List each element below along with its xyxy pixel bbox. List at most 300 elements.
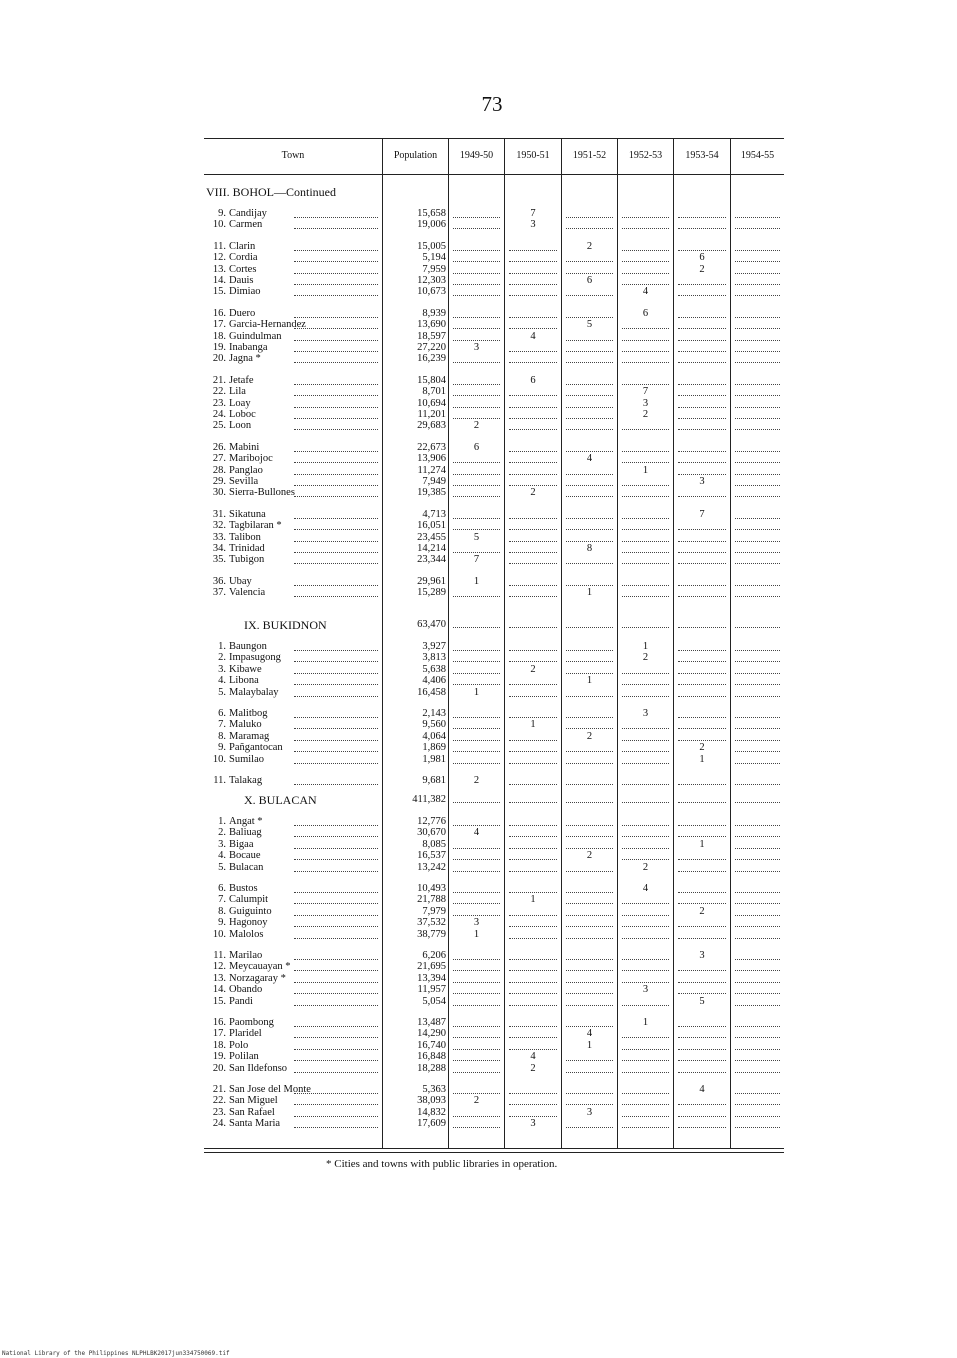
leader-dots	[622, 541, 669, 542]
leader-dots	[678, 1072, 726, 1073]
table-row	[204, 1040, 784, 1051]
leader-dots	[566, 362, 613, 363]
town-name: Cortes	[229, 263, 257, 275]
town-name: Jetafe	[229, 374, 254, 386]
leader-dots	[678, 784, 726, 785]
year-value: 5	[473, 531, 480, 543]
row-number: 6.	[218, 708, 226, 719]
leader-dots	[453, 1072, 500, 1073]
population-value: 18,288	[417, 1062, 446, 1074]
table-row	[204, 731, 784, 742]
leader-dots	[294, 915, 378, 916]
leader-dots	[735, 859, 780, 860]
leader-dots	[453, 684, 500, 685]
leader-dots	[294, 496, 378, 497]
leader-dots	[735, 552, 780, 553]
town-name: Paombong	[229, 1017, 274, 1028]
leader-dots	[735, 496, 780, 497]
row-number: 4.	[218, 675, 226, 687]
leader-dots	[509, 751, 557, 752]
section-population: 63,470	[417, 619, 446, 630]
town-name: Polilan	[229, 1051, 259, 1063]
leader-dots	[453, 740, 500, 741]
town-name: Jagna *	[229, 353, 261, 365]
population-value: 38,093	[417, 1095, 446, 1107]
leader-dots	[735, 1093, 780, 1094]
leader-dots	[509, 784, 557, 785]
population-value: 19,006	[417, 219, 446, 231]
town-name: Pandi	[229, 995, 253, 1007]
leader-dots	[509, 585, 557, 586]
leader-dots	[622, 859, 669, 860]
leader-dots	[509, 650, 557, 651]
leader-dots	[678, 384, 726, 385]
leader-dots	[294, 717, 378, 718]
leader-dots	[453, 496, 500, 497]
year-value: 3	[586, 1106, 593, 1118]
population-value: 11,201	[417, 409, 446, 420]
leader-dots	[566, 751, 613, 752]
leader-dots	[678, 328, 726, 329]
leader-dots	[622, 1005, 669, 1006]
leader-dots	[509, 261, 557, 262]
leader-dots	[453, 859, 500, 860]
leader-dots	[566, 451, 613, 452]
leader-dots	[678, 395, 726, 396]
leader-dots	[622, 462, 669, 463]
table-row	[204, 442, 784, 453]
leader-dots	[735, 340, 780, 341]
leader-dots	[735, 250, 780, 251]
leader-dots	[566, 1005, 613, 1006]
leader-dots	[678, 871, 726, 872]
leader-dots	[678, 1116, 726, 1117]
town-name: Libona	[229, 675, 259, 687]
leader-dots	[294, 250, 378, 251]
leader-dots	[622, 429, 669, 430]
row-number: 13.	[212, 972, 226, 984]
row-number: 18.	[212, 330, 226, 342]
leader-dots	[566, 485, 613, 486]
town-name: San Rafael	[229, 1106, 275, 1118]
leader-dots	[294, 552, 378, 553]
leader-dots	[622, 1093, 669, 1094]
header-year: 1949-50	[459, 150, 494, 161]
leader-dots	[566, 1127, 613, 1128]
row-number: 13.	[212, 263, 226, 275]
town-name: Loay	[229, 397, 251, 409]
leader-dots	[622, 1127, 669, 1128]
town-name: Baliuag	[229, 827, 262, 839]
leader-dots	[453, 892, 500, 893]
leader-dots	[453, 1060, 500, 1061]
leader-dots	[294, 462, 378, 463]
table-row	[204, 453, 784, 464]
table-row	[204, 465, 784, 476]
leader-dots	[566, 496, 613, 497]
leader-dots	[509, 763, 557, 764]
leader-dots	[566, 529, 613, 530]
population-value: 12,303	[417, 275, 446, 286]
leader-dots	[678, 228, 726, 229]
leader-dots	[294, 529, 378, 530]
leader-dots	[566, 871, 613, 872]
population-value: 7,979	[422, 905, 446, 917]
table-row	[204, 1063, 784, 1074]
town-name: Duero	[229, 307, 256, 319]
leader-dots	[453, 340, 500, 341]
leader-dots	[509, 825, 557, 826]
population-value: 16,537	[417, 850, 446, 862]
population-value: 11,957	[417, 984, 446, 996]
leader-dots	[294, 429, 378, 430]
population-value: 18,597	[417, 330, 446, 342]
town-name: Malaybalay	[229, 686, 279, 698]
leader-dots	[566, 825, 613, 826]
row-number: 8.	[218, 730, 226, 742]
year-value: 2	[530, 487, 536, 499]
leader-dots	[509, 938, 557, 939]
year-value: 2	[586, 850, 593, 862]
leader-dots	[509, 661, 557, 662]
year-value: 1	[530, 719, 536, 731]
table-row	[204, 950, 784, 961]
leader-dots	[566, 407, 613, 408]
leader-dots	[566, 993, 613, 994]
leader-dots	[735, 485, 780, 486]
leader-dots	[735, 1072, 780, 1073]
town-name: Bustos	[229, 883, 258, 894]
leader-dots	[566, 351, 613, 352]
leader-dots	[509, 1049, 557, 1050]
row-number: 17.	[212, 319, 226, 331]
leader-dots	[509, 959, 557, 960]
leader-dots	[678, 407, 726, 408]
year-value: 4	[586, 1028, 593, 1040]
leader-dots	[509, 284, 557, 285]
leader-dots	[678, 859, 726, 860]
leader-dots	[294, 784, 378, 785]
row-number: 17.	[212, 1028, 226, 1040]
table-row	[204, 687, 784, 698]
leader-dots	[622, 982, 669, 983]
leader-dots	[453, 871, 500, 872]
year-value: 3	[473, 342, 480, 353]
year-value: 3	[530, 219, 536, 231]
leader-dots	[294, 474, 378, 475]
town-name: Plaridel	[229, 1028, 262, 1040]
leader-dots	[453, 728, 500, 729]
table-row	[204, 476, 784, 487]
leader-dots	[294, 1060, 378, 1061]
leader-dots	[622, 384, 669, 385]
town-name: Maribojoc	[229, 453, 273, 465]
leader-dots	[566, 650, 613, 651]
population-value: 37,532	[417, 917, 446, 929]
leader-dots	[453, 317, 500, 318]
table-row	[204, 883, 784, 894]
table-row	[204, 775, 784, 786]
leader-dots	[294, 970, 378, 971]
population-value: 13,394	[417, 972, 446, 984]
population-value: 21,695	[417, 961, 446, 973]
town-name: Guiguinto	[229, 905, 272, 917]
leader-dots	[566, 1060, 613, 1061]
leader-dots	[622, 802, 669, 803]
leader-dots	[509, 295, 557, 296]
leader-dots	[678, 541, 726, 542]
leader-dots	[294, 407, 378, 408]
leader-dots	[622, 217, 669, 218]
header-year: 1953-54	[685, 150, 719, 161]
leader-dots	[622, 627, 669, 628]
leader-dots	[622, 340, 669, 341]
year-value: 7	[530, 208, 536, 219]
row-number: 32.	[212, 520, 226, 532]
leader-dots	[566, 1072, 613, 1073]
leader-dots	[509, 407, 557, 408]
leader-dots	[453, 228, 500, 229]
leader-dots	[294, 485, 378, 486]
leader-dots	[294, 563, 378, 564]
town-name: Ubay	[229, 575, 252, 587]
leader-dots	[294, 926, 378, 927]
leader-dots	[453, 970, 500, 971]
table-row	[204, 906, 784, 917]
leader-dots	[294, 751, 378, 752]
section-title: IX. BUKIDNON	[244, 618, 327, 632]
leader-dots	[453, 362, 500, 363]
leader-dots	[294, 1005, 378, 1006]
leader-dots	[735, 915, 780, 916]
leader-dots	[453, 915, 500, 916]
population-value: 8,701	[422, 386, 446, 398]
leader-dots	[678, 596, 726, 597]
leader-dots	[735, 228, 780, 229]
leader-dots	[622, 1072, 669, 1073]
town-name: Maluko	[229, 719, 262, 731]
leader-dots	[678, 1049, 726, 1050]
table-row	[204, 1084, 784, 1095]
leader-dots	[566, 892, 613, 893]
leader-dots	[453, 1093, 500, 1094]
leader-dots	[294, 825, 378, 826]
population-value: 5,638	[422, 663, 446, 675]
row-number: 35.	[212, 554, 226, 566]
leader-dots	[453, 518, 500, 519]
year-value: 1	[586, 675, 593, 687]
leader-dots	[509, 351, 557, 352]
table-row	[204, 1028, 784, 1039]
row-number: 28.	[212, 464, 226, 476]
header-year: 1951-52	[572, 150, 607, 161]
table-row	[204, 208, 784, 219]
leader-dots	[622, 1037, 669, 1038]
population-value: 16,848	[417, 1051, 446, 1063]
leader-dots	[678, 938, 726, 939]
leader-dots	[678, 740, 726, 741]
leader-dots	[453, 763, 500, 764]
population-value: 10,673	[417, 286, 446, 298]
leader-dots	[735, 351, 780, 352]
table-row	[204, 1095, 784, 1106]
leader-dots	[453, 650, 500, 651]
leader-dots	[678, 362, 726, 363]
leader-dots	[678, 1026, 726, 1027]
row-number: 31.	[212, 508, 226, 520]
row-number: 7.	[218, 719, 226, 731]
leader-dots	[735, 970, 780, 971]
leader-dots	[294, 903, 378, 904]
leader-dots	[735, 1005, 780, 1006]
leader-dots	[294, 418, 378, 419]
table-row	[204, 742, 784, 753]
year-value: 1	[473, 686, 480, 698]
population-value: 23,344	[417, 554, 446, 566]
leader-dots	[509, 982, 557, 983]
leader-dots	[735, 563, 780, 564]
town-name: Candijay	[229, 208, 267, 219]
population-value: 38,779	[417, 928, 446, 940]
leader-dots	[735, 926, 780, 927]
population-value: 3,927	[422, 641, 446, 652]
table-row	[204, 929, 784, 940]
table-row	[204, 275, 784, 286]
year-value: 5	[586, 319, 593, 331]
leader-dots	[735, 903, 780, 904]
table-row	[204, 719, 784, 730]
table-row	[204, 543, 784, 554]
leader-dots	[294, 328, 378, 329]
row-number: 10.	[212, 219, 226, 231]
population-value: 16,239	[417, 353, 446, 365]
leader-dots	[294, 1026, 378, 1027]
leader-dots	[566, 848, 613, 849]
year-value: 1	[473, 928, 480, 940]
leader-dots	[735, 784, 780, 785]
leader-dots	[294, 518, 378, 519]
town-name: Santa Maria	[229, 1118, 281, 1130]
year-value: 2	[473, 420, 480, 432]
row-number: 21.	[212, 1084, 226, 1095]
leader-dots	[453, 993, 500, 994]
leader-dots	[566, 295, 613, 296]
table-row	[204, 576, 784, 587]
leader-dots	[735, 673, 780, 674]
leader-dots	[735, 284, 780, 285]
leader-dots	[509, 485, 557, 486]
leader-dots	[566, 763, 613, 764]
leader-dots	[735, 407, 780, 408]
leader-dots	[509, 1104, 557, 1105]
leader-dots	[453, 1116, 500, 1117]
leader-dots	[509, 250, 557, 251]
leader-dots	[566, 273, 613, 274]
row-number: 29.	[212, 476, 226, 487]
leader-dots	[678, 1037, 726, 1038]
leader-dots	[735, 959, 780, 960]
leader-dots	[294, 284, 378, 285]
leader-dots	[566, 926, 613, 927]
table-row	[204, 386, 784, 397]
leader-dots	[735, 802, 780, 803]
leader-dots	[678, 673, 726, 674]
year-value: 6	[699, 252, 705, 264]
leader-dots	[453, 802, 500, 803]
table-row	[204, 331, 784, 342]
leader-dots	[509, 836, 557, 837]
leader-dots	[453, 284, 500, 285]
section-header	[204, 793, 784, 807]
population-value: 19,385	[417, 487, 446, 499]
leader-dots	[566, 585, 613, 586]
leader-dots	[294, 982, 378, 983]
leader-dots	[622, 728, 669, 729]
leader-dots	[622, 926, 669, 927]
leader-dots	[622, 250, 669, 251]
leader-dots	[735, 462, 780, 463]
leader-dots	[566, 340, 613, 341]
population-value: 8,085	[422, 838, 446, 850]
leader-dots	[453, 1005, 500, 1006]
table-row	[204, 554, 784, 565]
leader-dots	[678, 250, 726, 251]
leader-dots	[453, 825, 500, 826]
town-name: San Miguel	[229, 1095, 278, 1107]
row-number: 1.	[218, 816, 226, 827]
leader-dots	[622, 684, 669, 685]
town-name: Panglao	[229, 464, 263, 476]
row-number: 34.	[212, 543, 226, 554]
leader-dots	[678, 340, 726, 341]
table-row	[204, 664, 784, 675]
leader-dots	[566, 418, 613, 419]
leader-dots	[566, 903, 613, 904]
year-value: 2	[642, 652, 649, 664]
year-value: 4	[699, 1084, 705, 1095]
leader-dots	[735, 529, 780, 530]
leader-dots	[622, 696, 669, 697]
leader-dots	[509, 740, 557, 741]
population-value: 17,609	[417, 1118, 446, 1130]
population-value: 12,776	[417, 816, 446, 827]
leader-dots	[566, 518, 613, 519]
leader-dots	[622, 228, 669, 229]
leader-dots	[622, 836, 669, 837]
population-value: 13,487	[417, 1017, 446, 1028]
leader-dots	[453, 673, 500, 674]
table-row	[204, 353, 784, 364]
leader-dots	[509, 462, 557, 463]
leader-dots	[453, 596, 500, 597]
table-row	[204, 532, 784, 543]
leader-dots	[622, 351, 669, 352]
year-value: 7	[473, 554, 480, 566]
leader-dots	[294, 395, 378, 396]
leader-dots	[735, 451, 780, 452]
leader-dots	[453, 552, 500, 553]
town-name: Maramag	[229, 730, 270, 742]
town-name: Trinidad	[229, 543, 265, 554]
table-row	[204, 587, 784, 598]
leader-dots	[678, 552, 726, 553]
year-value: 2	[642, 861, 649, 873]
leader-dots	[735, 982, 780, 983]
leader-dots	[678, 661, 726, 662]
leader-dots	[678, 295, 726, 296]
leader-dots	[453, 395, 500, 396]
header-year: 1950-51	[516, 150, 550, 161]
